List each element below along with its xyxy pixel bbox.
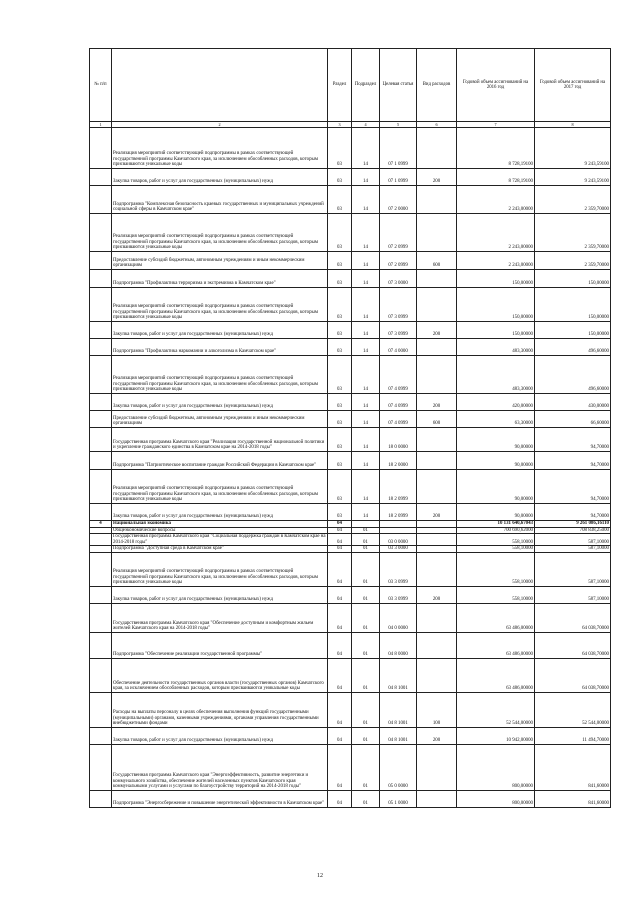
row-expense-type (417, 128, 457, 169)
table-row (90, 692, 611, 727)
row-number (90, 586, 112, 603)
row-amount-2016: 90,00000 (457, 504, 535, 521)
row-expense-type: 200 (417, 322, 457, 339)
row-expense-type (417, 552, 457, 586)
row-amount-2016: 63 486,00000 (457, 603, 535, 632)
row-name: Предоставление субсидий бюджетным, автономным учреждениям и иным некоммерческим организациям (112, 411, 328, 428)
row-number (90, 692, 112, 727)
row-amount-2016: 2 243,00000 (457, 214, 535, 252)
row-target-article: 07 4 0000 (380, 339, 417, 356)
row-amount-2017: 430,00000 (535, 394, 611, 411)
table-row (90, 521, 611, 528)
row-target-article: 07 3 0999 (380, 288, 417, 322)
row-amount-2017: 708 838,25000 (535, 527, 611, 534)
row-amount-2017: 64 038,70000 (535, 603, 611, 632)
row-section: 04 (328, 658, 352, 692)
row-number (90, 356, 112, 394)
row-number (90, 288, 112, 322)
row-amount-2017: 150,00000 (535, 322, 611, 339)
row-expense-type: 600 (417, 411, 457, 428)
row-amount-2017: 94,70000 (535, 504, 611, 521)
row-amount-2016: 63 486,00000 (457, 658, 535, 692)
row-name: Государственная программа Камчатского края "Энергоэффективность, развитие энергетики и коммунального хозяйства, обеспечение жителей населенных пунктов Камчатского края коммунальными услугами и услугами по благоустройству территорий на 2014-2018 годы" (112, 744, 328, 790)
row-target-article: 07 2 0999 (380, 214, 417, 252)
row-section: 04 (328, 546, 352, 553)
header-amount-2017: Годовой объем ассигнований на 2017 год (535, 49, 611, 122)
row-amount-2017: 2 359,70000 (535, 186, 611, 214)
row-target-article: 18 2 0999 (380, 504, 417, 521)
row-number (90, 394, 112, 411)
table-row (90, 632, 611, 658)
header-expense-type: Вид расходов (417, 49, 457, 122)
row-amount-2016: 90,00000 (457, 452, 535, 470)
row-number (90, 527, 112, 534)
row-target-article: 07 4 0999 (380, 394, 417, 411)
row-number (90, 658, 112, 692)
row-name: Реализация мероприятий соответствующей подпрограммы в рамках соответствующей государственной программы Камчатского края, за исключением обособленных расходов, которым присваиваются уникальные коды (112, 552, 328, 586)
header-amount-2016: Годовой объем ассигнований на 2016 год (457, 49, 535, 122)
row-expense-type: 100 (417, 692, 457, 727)
row-subsection: 01 (352, 534, 380, 546)
row-subsection: 14 (352, 452, 380, 470)
row-amount-2017: 587,10000 (535, 552, 611, 586)
row-section: 03 (328, 288, 352, 322)
row-name: Государственная программа Камчатского края "Реализация государственной национальной политики и укрепление гражданского единства в Камчатском крае на 2014-2018 годы" (112, 428, 328, 452)
row-name: Предоставление субсидий бюджетным, автономным учреждениям и иным некоммерческим организациям (112, 252, 328, 270)
table-body (90, 128, 611, 808)
table-row (90, 394, 611, 411)
table-row (90, 186, 611, 214)
row-subsection: 01 (352, 790, 380, 807)
row-number (90, 214, 112, 252)
table-row (90, 452, 611, 470)
table-row (90, 288, 611, 322)
row-subsection: 01 (352, 546, 380, 553)
row-number (90, 632, 112, 658)
row-expense-type: 200 (417, 727, 457, 744)
row-subsection: 14 (352, 339, 380, 356)
row-amount-2016: 2 243,00000 (457, 252, 535, 270)
row-expense-type (417, 270, 457, 288)
row-subsection: 14 (352, 394, 380, 411)
row-name: Закупка товаров, работ и услуг для государственных (муниципальных) нужд (112, 169, 328, 186)
row-subsection: 01 (352, 603, 380, 632)
row-subsection: 01 (352, 632, 380, 658)
row-section: 03 (328, 186, 352, 214)
row-amount-2017: 9 243,59100 (535, 128, 611, 169)
row-target-article (380, 527, 417, 534)
row-section: 03 (328, 214, 352, 252)
table-row (90, 339, 611, 356)
row-subsection: 01 (352, 586, 380, 603)
row-section: 03 (328, 169, 352, 186)
row-name: Обеспечение деятельности государственных органов власти (государственных органов) Камчатского края, за исключением обособленных расходов, которым присваиваются уникальные коды (112, 658, 328, 692)
row-subsection: 01 (352, 744, 380, 790)
row-subsection: 14 (352, 288, 380, 322)
column-number: 1 (90, 122, 112, 128)
row-name: Национальная экономика (112, 521, 328, 528)
row-amount-2016: 483,30000 (457, 356, 535, 394)
row-subsection: 01 (352, 692, 380, 727)
row-amount-2017: 496,60000 (535, 356, 611, 394)
row-subsection: 14 (352, 128, 380, 169)
table-row (90, 411, 611, 428)
row-expense-type (417, 790, 457, 807)
row-expense-type (417, 546, 457, 553)
row-target-article: 04 8 0000 (380, 632, 417, 658)
table-row (90, 214, 611, 252)
row-section: 04 (328, 527, 352, 534)
row-section: 04 (328, 603, 352, 632)
row-section: 03 (328, 504, 352, 521)
row-target-article: 07 3 0999 (380, 322, 417, 339)
row-section: 04 (328, 727, 352, 744)
row-amount-2017: 2 359,70000 (535, 214, 611, 252)
row-amount-2017: 587,10000 (535, 586, 611, 603)
row-amount-2017: 9 243,59100 (535, 169, 611, 186)
header-name (112, 49, 328, 122)
row-name: Реализация мероприятий соответствующей подпрограммы в рамках соответствующей государственной программы Камчатского края, за исключением обособленных расходов, которым присваиваются уникальные коды (112, 470, 328, 504)
table-row (90, 603, 611, 632)
row-subsection (352, 521, 380, 528)
row-target-article: 03 0 0000 (380, 534, 417, 546)
row-amount-2016: 558,10000 (457, 534, 535, 546)
row-amount-2017: 496,60000 (535, 339, 611, 356)
row-amount-2017: 64 038,70000 (535, 658, 611, 692)
row-subsection: 14 (352, 322, 380, 339)
row-target-article: 07 4 0999 (380, 356, 417, 394)
table-row (90, 128, 611, 169)
column-number: 4 (352, 122, 380, 128)
table-row (90, 270, 611, 288)
row-subsection: 01 (352, 552, 380, 586)
row-expense-type (417, 452, 457, 470)
row-expense-type (417, 658, 457, 692)
row-name: Подпрограмма "Профилактика наркомании и алкоголизма в Камчатском крае" (112, 339, 328, 356)
table-row (90, 470, 611, 504)
row-section: 04 (328, 744, 352, 790)
row-expense-type (417, 521, 457, 528)
row-target-article: 18 2 0999 (380, 470, 417, 504)
row-section: 03 (328, 128, 352, 169)
column-number: 7 (457, 122, 535, 128)
row-amount-2016: 8 728,19100 (457, 128, 535, 169)
row-section: 03 (328, 322, 352, 339)
row-number (90, 428, 112, 452)
row-name: Подпрограмма "Патриотическое воспитание граждан Российской Федерации в Камчатском крае" (112, 452, 328, 470)
row-expense-type (417, 470, 457, 504)
row-subsection: 01 (352, 727, 380, 744)
row-amount-2016: 558,10000 (457, 552, 535, 586)
row-target-article: 18 0 0000 (380, 428, 417, 452)
row-name: Подпрограмма "Обеспечение реализации государственной программы" (112, 632, 328, 658)
row-target-article: 04 8 1001 (380, 658, 417, 692)
row-amount-2017: 11 494,70000 (535, 727, 611, 744)
row-amount-2016: 90,00000 (457, 428, 535, 452)
row-name: Подпрограмма "Доступная среда в Камчатском крае" (112, 546, 328, 553)
row-amount-2016: 63,30000 (457, 411, 535, 428)
row-amount-2016: 8 728,19100 (457, 169, 535, 186)
column-number: 5 (380, 122, 417, 128)
row-subsection: 14 (352, 470, 380, 504)
row-number (90, 252, 112, 270)
row-target-article: 03 3 0999 (380, 586, 417, 603)
row-subsection: 14 (352, 504, 380, 521)
row-amount-2017: 9 261 086,16110 (535, 521, 611, 528)
row-subsection: 14 (352, 270, 380, 288)
row-amount-2016: 558,10000 (457, 586, 535, 603)
table-row (90, 428, 611, 452)
row-number (90, 546, 112, 553)
row-amount-2017: 66,60000 (535, 411, 611, 428)
budget-table (89, 48, 611, 808)
row-section: 04 (328, 552, 352, 586)
row-target-article: 18 2 0000 (380, 452, 417, 470)
row-target-article: 07 4 0999 (380, 411, 417, 428)
table-row (90, 658, 611, 692)
row-target-article: 07 2 0000 (380, 186, 417, 214)
row-number (90, 339, 112, 356)
row-target-article: 04 8 1001 (380, 727, 417, 744)
row-expense-type (417, 632, 457, 658)
row-number (90, 552, 112, 586)
row-number (90, 727, 112, 744)
row-number (90, 603, 112, 632)
row-name: Закупка товаров, работ и услуг для государственных (муниципальных) нужд (112, 504, 328, 521)
row-amount-2016: 420,00000 (457, 394, 535, 411)
row-name: Закупка товаров, работ и услуг для государственных (муниципальных) нужд (112, 586, 328, 603)
row-amount-2016: 52 544,00000 (457, 692, 535, 727)
row-amount-2017: 150,00000 (535, 288, 611, 322)
table-row (90, 504, 611, 521)
row-subsection: 01 (352, 527, 380, 534)
row-subsection: 14 (352, 169, 380, 186)
row-name: Реализация мероприятий соответствующей подпрограммы в рамках соответствующей государственной программы Камчатского края, за исключением обособленных расходов, которым присваиваются уникальные коды (112, 288, 328, 322)
row-amount-2016: 10 131 640,67043 (457, 521, 535, 528)
row-amount-2016: 150,00000 (457, 322, 535, 339)
row-amount-2016: 483,30000 (457, 339, 535, 356)
row-section: 04 (328, 790, 352, 807)
row-target-article: 07 1 0999 (380, 128, 417, 169)
row-section: 03 (328, 470, 352, 504)
row-section: 03 (328, 411, 352, 428)
row-section: 03 (328, 356, 352, 394)
row-section: 04 (328, 521, 352, 528)
row-section: 04 (328, 534, 352, 546)
row-expense-type: 600 (417, 252, 457, 270)
row-section: 04 (328, 632, 352, 658)
table-row (90, 552, 611, 586)
row-expense-type (417, 356, 457, 394)
row-target-article: 05 0 0000 (380, 744, 417, 790)
row-amount-2017: 841,60000 (535, 790, 611, 807)
row-amount-2016: 10 942,00000 (457, 727, 535, 744)
row-name: Подпрограмма "Комплексная безопасность краевых государственных и муниципальных учреждений социальной сферы в Камчатском крае" (112, 186, 328, 214)
page-number: 12 (317, 873, 323, 879)
header-section: Раздел (328, 49, 352, 122)
row-target-article: 03 3 0000 (380, 546, 417, 553)
row-amount-2016: 63 486,00000 (457, 632, 535, 658)
table-row (90, 356, 611, 394)
row-name: Подпрограмма "Профилактика терроризма и экстремизма в Камчатском крае" (112, 270, 328, 288)
row-amount-2016: 2 243,00000 (457, 186, 535, 214)
row-name: Закупка товаров, работ и услуг для государственных (муниципальных) нужд (112, 727, 328, 744)
row-section: 03 (328, 452, 352, 470)
row-number (90, 169, 112, 186)
row-expense-type: 200 (417, 586, 457, 603)
table-row (90, 744, 611, 790)
row-expense-type (417, 527, 457, 534)
row-target-article (380, 521, 417, 528)
header-row (90, 49, 611, 122)
row-subsection: 14 (352, 411, 380, 428)
table-row (90, 169, 611, 186)
header-num: № п/п (90, 49, 112, 122)
row-target-article: 04 0 0000 (380, 603, 417, 632)
row-expense-type (417, 339, 457, 356)
row-expense-type: 200 (417, 504, 457, 521)
row-subsection: 14 (352, 214, 380, 252)
row-number (90, 452, 112, 470)
row-number (90, 411, 112, 428)
row-amount-2017: 94,70000 (535, 452, 611, 470)
row-amount-2016: 90,00000 (457, 470, 535, 504)
table-row (90, 727, 611, 744)
row-amount-2017: 52 544,00000 (535, 692, 611, 727)
header-subsection: Подраздел (352, 49, 380, 122)
table-row (90, 586, 611, 603)
row-expense-type (417, 186, 457, 214)
row-section: 03 (328, 252, 352, 270)
row-subsection: 14 (352, 252, 380, 270)
row-target-article: 07 3 0000 (380, 270, 417, 288)
table-row (90, 546, 611, 553)
row-subsection: 14 (352, 186, 380, 214)
row-name: Реализация мероприятий соответствующей подпрограммы в рамках соответствующей государственной программы Камчатского края, за исключением обособленных расходов, которым присваиваются уникальные коды (112, 214, 328, 252)
row-name: Расходы на выплаты персоналу в целях обеспечения выполнения функций государственными (муниципальными) органами, казенными учреждениями, органами управления государственными внебюджетными фондами (112, 692, 328, 727)
row-name: Подпрограмма "Энергосбережение и повышение энергетической эффективности в Камчатском крае" (112, 790, 328, 807)
row-expense-type (417, 534, 457, 546)
row-number (90, 270, 112, 288)
row-number (90, 534, 112, 546)
row-amount-2017: 94,70000 (535, 428, 611, 452)
row-number (90, 470, 112, 504)
row-name: Реализация мероприятий соответствующей подпрограммы в рамках соответствующей государственной программы Камчатского края, за исключением обособленных расходов, которым присваиваются уникальные коды (112, 356, 328, 394)
row-expense-type (417, 214, 457, 252)
row-target-article: 07 2 0999 (380, 252, 417, 270)
row-target-article: 07 1 0999 (380, 169, 417, 186)
row-section: 03 (328, 270, 352, 288)
table-row (90, 322, 611, 339)
row-target-article: 03 3 0999 (380, 552, 417, 586)
row-amount-2016: 800,00000 (457, 790, 535, 807)
column-number: 2 (112, 122, 328, 128)
row-number (90, 186, 112, 214)
row-name: Государственная программа Камчатского края "Социальная поддержка граждан в Камчатском крае на 2014-2018 годы" (113, 534, 326, 545)
table-row (90, 790, 611, 807)
header-target-article: Целевая статья (380, 49, 417, 122)
row-subsection: 01 (352, 658, 380, 692)
row-amount-2017: 94,70000 (535, 470, 611, 504)
row-amount-2016: 150,00000 (457, 288, 535, 322)
row-number (90, 790, 112, 807)
row-expense-type: 200 (417, 169, 457, 186)
row-expense-type: 200 (417, 394, 457, 411)
row-section: 03 (328, 339, 352, 356)
table-row (90, 534, 611, 546)
column-number: 8 (535, 122, 611, 128)
row-section: 04 (328, 586, 352, 603)
column-number: 6 (417, 122, 457, 128)
row-amount-2017: 64 038,70000 (535, 632, 611, 658)
row-amount-2016: 700 690,62000 (457, 527, 535, 534)
row-expense-type (417, 603, 457, 632)
row-amount-2016: 558,10000 (457, 546, 535, 553)
row-expense-type (417, 288, 457, 322)
row-amount-2017: 150,00000 (535, 270, 611, 288)
row-name: Закупка товаров, работ и услуг для государственных (муниципальных) нужд (112, 394, 328, 411)
row-section: 03 (328, 428, 352, 452)
row-target-article: 04 8 1001 (380, 692, 417, 727)
row-subsection: 14 (352, 428, 380, 452)
row-subsection: 14 (352, 356, 380, 394)
row-name: Общеэкономические вопросы (112, 527, 328, 534)
row-section: 04 (328, 692, 352, 727)
row-expense-type (417, 428, 457, 452)
row-expense-type (417, 744, 457, 790)
row-amount-2017: 2 359,70000 (535, 252, 611, 270)
row-section: 03 (328, 394, 352, 411)
row-number (90, 744, 112, 790)
table-row (90, 252, 611, 270)
row-name: Государственная программа Камчатского края "Обеспечение доступным и комфортным жильем жителей Камчатского края на 2014-2018 годы" (112, 603, 328, 632)
row-number (90, 504, 112, 521)
row-amount-2016: 800,00000 (457, 744, 535, 790)
row-number (90, 322, 112, 339)
row-amount-2017: 587,10000 (535, 534, 611, 546)
table-row (90, 527, 611, 534)
row-number (90, 128, 112, 169)
row-amount-2017: 841,60000 (535, 744, 611, 790)
row-target-article: 05 1 0000 (380, 790, 417, 807)
column-number: 3 (328, 122, 352, 128)
row-amount-2017: 587,10000 (535, 546, 611, 553)
row-name: Закупка товаров, работ и услуг для государственных (муниципальных) нужд (112, 322, 328, 339)
row-number: 4 (90, 521, 112, 528)
row-amount-2016: 150,00000 (457, 270, 535, 288)
row-name: Реализация мероприятий соответствующей подпрограммы в рамках соответствующей государственной программы Камчатского края, за исключением обособленных расходов, которым присваиваются уникальные коды (112, 128, 328, 169)
